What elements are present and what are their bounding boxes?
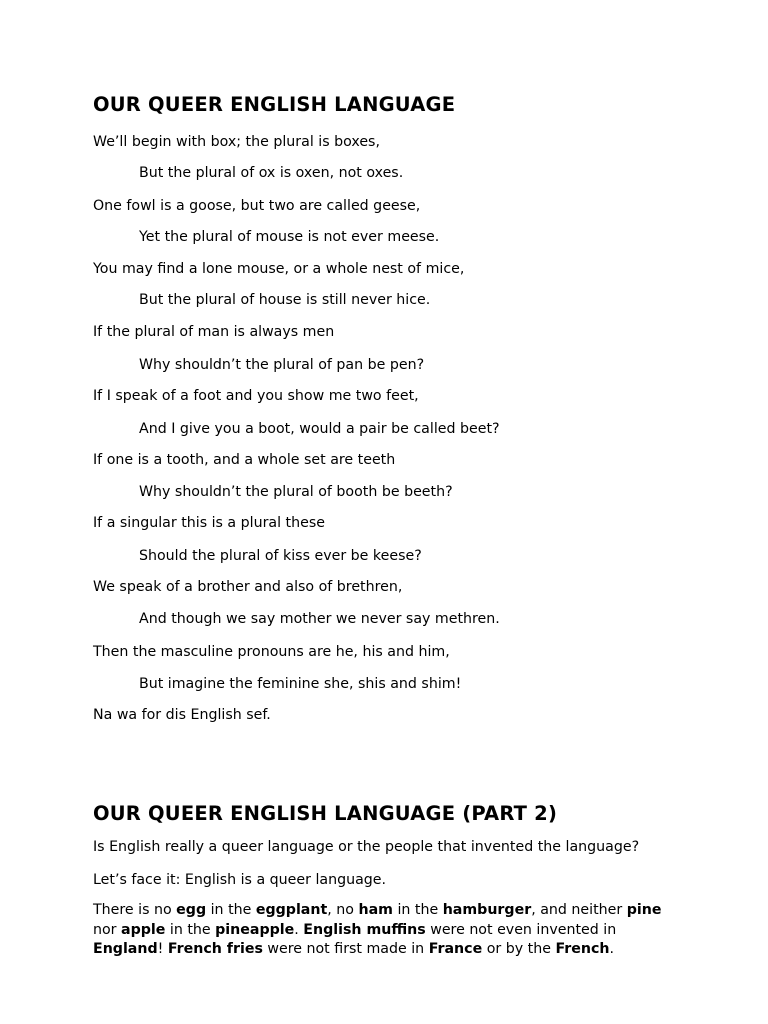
poem-line: But imagine the feminine she, shis and shim! [139,676,462,692]
paragraph: Let’s face it: English is a queer language. [93,872,387,888]
poem-line: You may find a lone mouse, or a whole nest of mice, [93,261,465,277]
poem-line: Why shouldn’t the plural of booth be beeth? [139,484,453,500]
text-run: or by the [482,941,556,957]
text-run: There is no [93,902,177,918]
text-run: . [294,921,304,938]
text-run: , and neither [531,902,627,918]
part2-title: OUR QUEER ENGLISH LANGUAGE (PART 2) [93,802,558,825]
text-run: were not even invented in [425,921,617,938]
text-run: . [609,941,614,957]
paragraph-bold-words [93,901,668,960]
bold-word: French [555,941,610,957]
poem-line: But the plural of house is still never hice. [139,292,431,308]
text-run: nor [93,921,122,938]
poem-title: OUR QUEER ENGLISH LANGUAGE [93,93,456,116]
poem-line: Yet the plural of mouse is not ever meese. [139,229,440,245]
poem-line: One fowl is a goose, but two are called geese, [93,198,421,214]
bold-word: England [93,941,158,957]
poem-line: Should the plural of kiss ever be keese? [139,548,422,564]
bold-word: apple [121,921,166,938]
poem-line: If the plural of man is always men [93,324,335,340]
text-run: were not first made in [262,941,429,957]
text-run: in the [165,921,216,938]
bold-word: English muffins [303,921,426,938]
poem-line: But the plural of ox is oxen, not oxes. [139,165,404,181]
poem-line: If a singular this is a plural these [93,515,325,531]
poem-line: And I give you a boot, would a pair be called beet? [139,421,500,437]
text-run: ! [157,941,168,957]
text-run: in the [392,902,443,918]
poem-line: And though we say mother we never say methren. [139,611,500,627]
poem-line: If I speak of a foot and you show me two feet, [93,388,419,404]
poem-line: If one is a tooth, and a whole set are teeth [93,452,396,468]
bold-word: pineapple [215,921,295,938]
bold-word: France [428,941,483,957]
poem-line: We speak of a brother and also of brethren, [93,579,403,595]
bold-word: hamburger [442,902,532,918]
poem-line: Then the masculine pronouns are he, his and him, [93,644,450,660]
poem-line: Why shouldn’t the plural of pan be pen? [139,357,425,373]
text-run: , no [327,902,359,918]
bold-word: pine [626,902,662,918]
bold-word: eggplant [255,902,328,918]
text-run: in the [206,902,256,918]
bold-word: French fries [167,941,263,957]
poem-line: We’ll begin with box; the plural is boxes, [93,134,380,150]
paragraph: Is English really a queer language or the people that invented the language? [93,839,640,855]
bold-word: egg [176,902,207,918]
poem-line: Na wa for dis English sef. [93,707,271,723]
bold-word: ham [358,902,393,918]
